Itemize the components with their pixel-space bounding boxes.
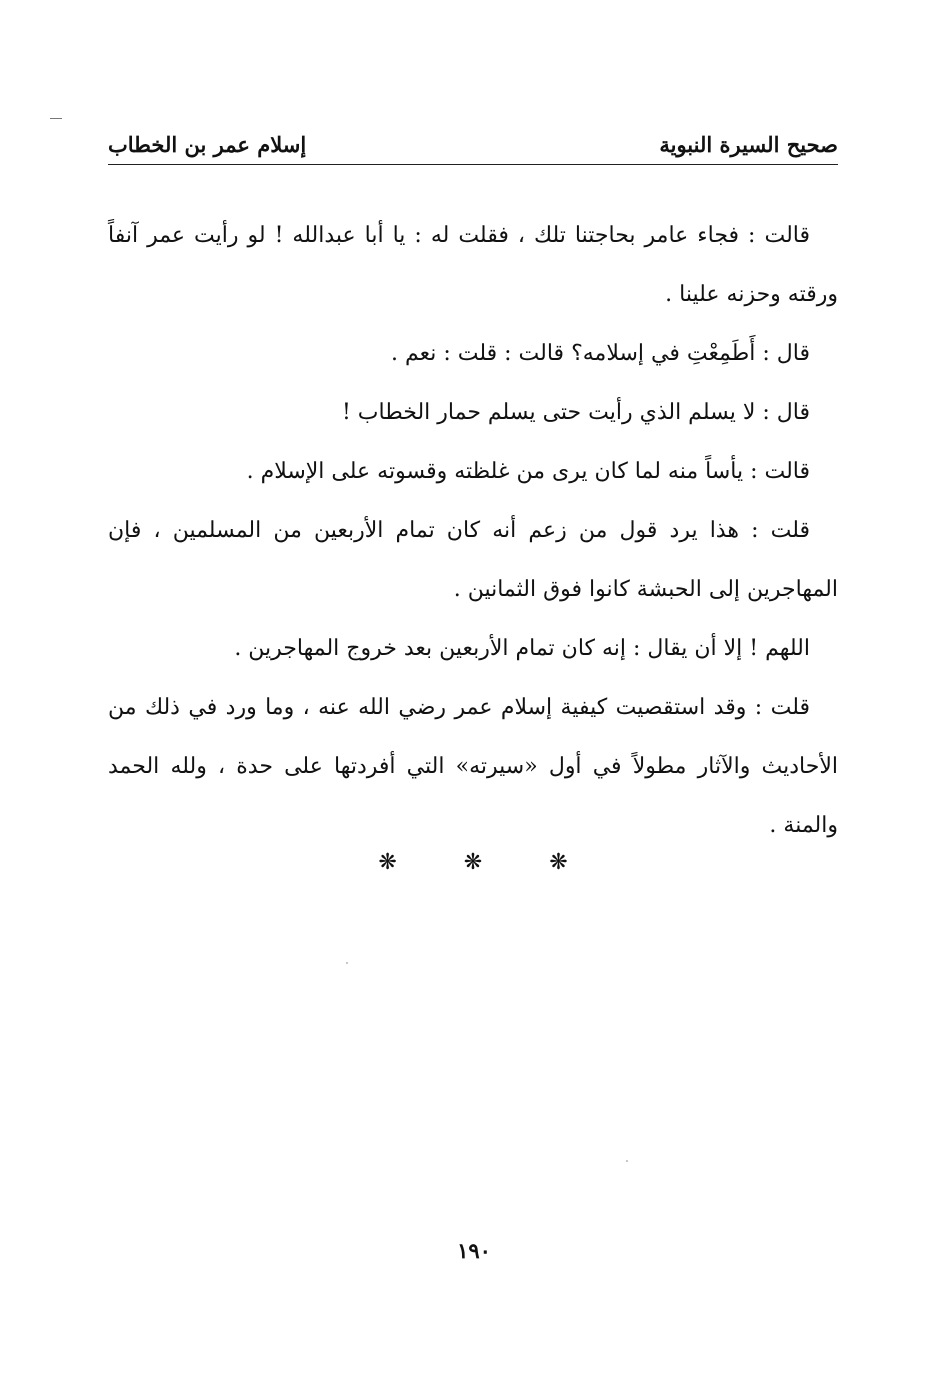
book-title: صحيح السيرة النبوية — [659, 132, 838, 157]
star-ornament-icon: ❋ — [549, 850, 568, 875]
paragraph-4: قالت : يأساً منه لما كان يرى من غلظته وقسوته على الإسلام . — [246, 459, 810, 484]
paragraph-7: قلت : وقد استقصيت كيفية إسلام عمر رضي الله عنه ، وما ورد في ذلك من الأحاديث والآثار مطولاً في أول «سيرته» التي أفردتها على حدة ، ولله الحمد والمنة . — [108, 695, 838, 838]
paper-speck — [346, 962, 348, 964]
section-separator — [108, 850, 838, 875]
margin-mark — [50, 118, 62, 119]
paragraph-6: اللهم ! إلا أن يقال : إنه كان تمام الأربعين بعد خروج المهاجرين . — [234, 636, 810, 661]
star-ornament-icon: ❋ — [463, 850, 483, 875]
star-ornament-icon: ❋ — [378, 850, 397, 875]
chapter-title: إسلام عمر بن الخطاب — [108, 132, 307, 157]
page-number: ١٩٠ — [457, 1238, 491, 1263]
running-header — [108, 128, 838, 164]
paragraph-1: قالت : فجاء عامر بحاجتنا تلك ، فقلت له : يا أبا عبدالله ! لو رأيت عمر آنفاً ورقته وحزنه علينا . — [108, 223, 838, 307]
paper-speck — [626, 1160, 628, 1162]
body-text — [108, 206, 838, 855]
paragraph-3: قال : لا يسلم الذي رأيت حتى يسلم حمار الخطاب ! — [341, 400, 810, 425]
header-rule — [108, 164, 838, 165]
paragraph-2: قال : أَطَمِعْتِ في إسلامه؟ قالت : قلت : نعم . — [390, 341, 810, 366]
paragraph-5: قلت : هذا يرد قول من زعم أنه كان تمام الأربعين من المسلمين ، فإن المهاجرين إلى الحبشة كانوا فوق الثمانين . — [108, 518, 838, 602]
